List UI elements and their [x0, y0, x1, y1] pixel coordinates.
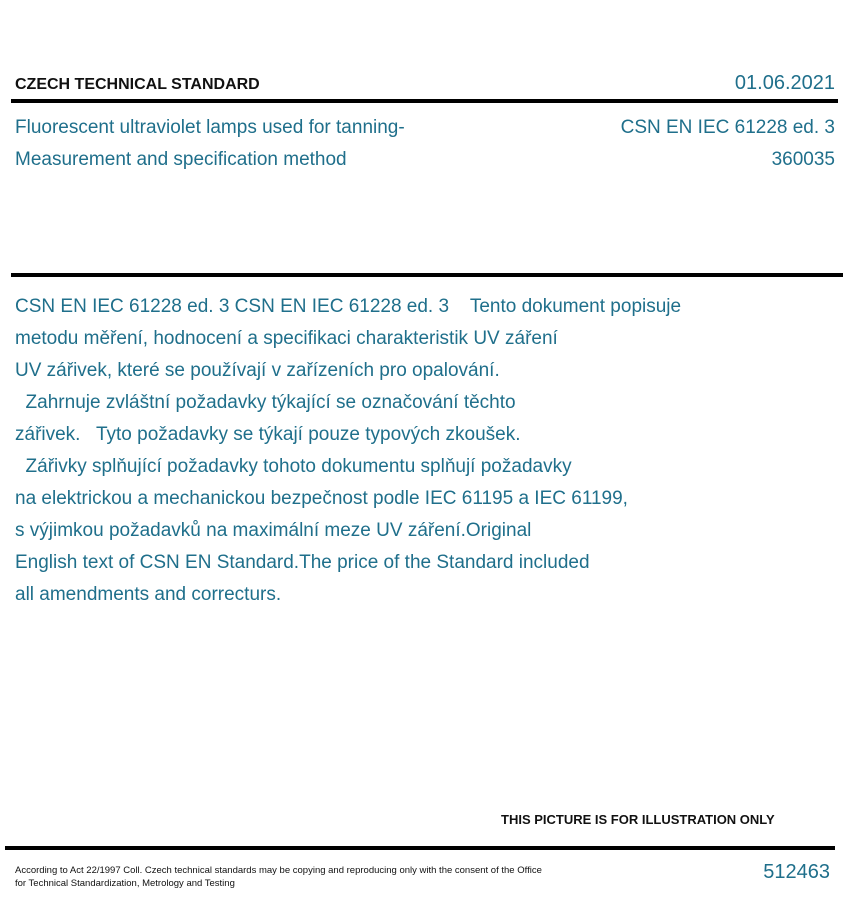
body-line: zářivek. Tyto požadavky se týkají pouze typových zkoušek. [15, 424, 521, 445]
body-line: Zářivky splňující požadavky tohoto dokumentu splňují požadavky [15, 456, 572, 477]
body-line: metodu měření, hodnocení a specifikaci charakteristik UV záření [15, 328, 558, 349]
header-date: 01.06.2021 [734, 72, 835, 94]
title-line-2: Measurement and specification method [15, 149, 347, 170]
footer-legal-note [15, 864, 542, 890]
footer-code: 512463 [763, 861, 830, 883]
illustration-note: THIS PICTURE IS FOR ILLUSTRATION ONLY [501, 812, 775, 827]
footer-rule [5, 846, 835, 850]
footer-legal-line-1: According to Act 22/1997 Coll. Czech technical standards may be copying and reproducing only with the consent of the Office [15, 865, 542, 876]
body-line: CSN EN IEC 61228 ed. 3 CSN EN IEC 61228 ed. 3 Tento dokument popisuje [15, 296, 682, 317]
body-line: English text of CSN EN Standard.The price of the Standard included [15, 552, 590, 573]
body-line: Zahrnuje zvláštní požadavky týkající se označování těchto [15, 392, 516, 413]
standard-class-code: 360035 [771, 149, 835, 170]
title-line-1: Fluorescent ultraviolet lamps used for tanning- [15, 117, 405, 138]
section-rule [11, 273, 843, 277]
body-line: all amendments and correcturs. [15, 584, 282, 605]
body-text [15, 291, 835, 611]
body-line: na elektrickou a mechanickou bezpečnost podle IEC 61195 a IEC 61199, [15, 488, 628, 509]
footer-legal-line-2: for Technical Standardization, Metrology and Testing [15, 878, 235, 889]
header-rule [11, 99, 838, 103]
header-label: CZECH TECHNICAL STANDARD [15, 76, 260, 93]
standard-designation: CSN EN IEC 61228 ed. 3 [620, 117, 835, 138]
body-line: s výjimkou požadavků na maximální meze UV záření.Original [15, 520, 532, 541]
body-line: UV zářivek, které se používají v zařízeních pro opalování. [15, 360, 500, 381]
